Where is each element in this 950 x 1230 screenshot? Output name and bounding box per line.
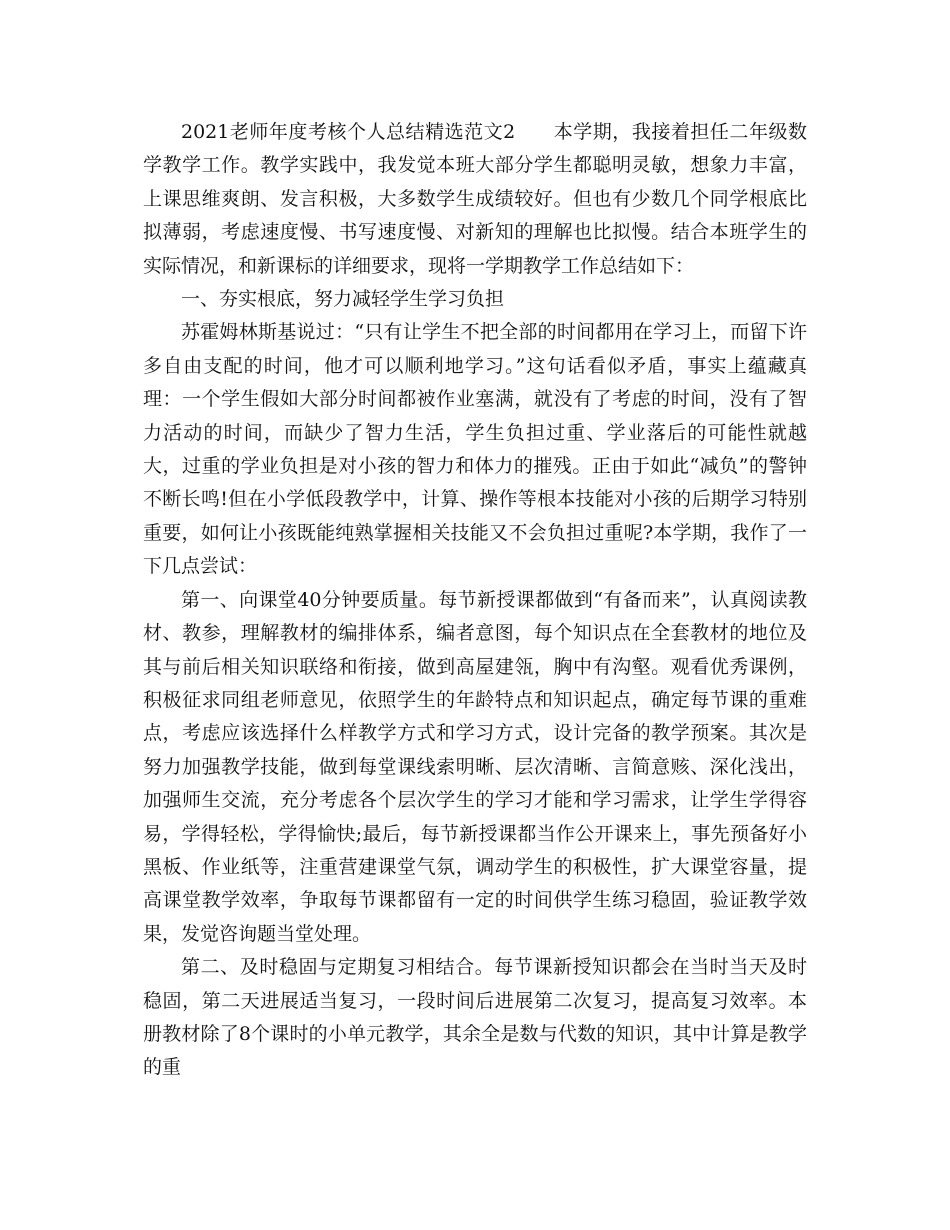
- document-title: 2021老师年度考核个人总结精选范文2: [181, 121, 516, 143]
- paragraph-5: 第二、及时稳固与定期复习相结合。每节课新授知识都会在当时当天及时稳固，第二天进展适当复习，一段时间后进展第二次复习，提高复习效率。本册教材除了8个课时的小单元教学，其余全是数与代数的知识，其中计算是教学的重: [143, 956, 807, 1079]
- paragraph-4: 第一、向课堂40分钟要质量。每节新授课都做到“有备而来”，认真阅读教材、教参，理解教材的编排体系，编者意图，每个知识点在全套教材的地位及其与前后相关知识联络和衔接，做到高屋建瓴，胸中有沟壑。观看优秀课例，积极征求同组老师意见，依照学生的年龄特点和知识起点，确定每节课的重难点，考虑应该选择什么样教学方式和学习方式，设计完备的教学预案。其次是努力加强教学技能，做到每堂课线索明晰、层次清晰、言简意赅、深化浅出，加强师生交流，充分考虑各个层次学生的学习才能和学习需求，让学生学得容易，学得轻松，学得愉快;最后，每节新授课都当作公开课来上，事先预备好小黑板、作业纸等，注重营建课堂气氛，调动学生的积极性，扩大课堂容量，提高课堂教学效率，争取每节课都留有一定的时间供学生练习稳固，验证教学效果，发觉咨询题当堂处理。: [143, 588, 807, 945]
- intro-paragraph: [143, 116, 807, 283]
- document-body: [143, 116, 807, 1085]
- section-heading-1: 一、夯实根底，努力减轻学生学习负担: [181, 288, 505, 311]
- paragraph-1: 本学期，我接着担任二年级数学教学工作。教学实践中，我发觉本班大部分学生都聪明灵敏，想象力丰富，上课思维爽朗、发言积极，大多数学生成绩较好。但也有少数几个同学根底比拟薄弱，考虑速度慢、书写速度慢、对新知的理解也比拟慢。结合本班学生的实际情况，和新课标的详细要求，现将一学期教学工作总结如下：: [143, 121, 807, 277]
- paragraph-3: 苏霍姆林斯基说过：“只有让学生不把全部的时间都用在学习上，而留下许多自由支配的时间，他才可以顺利地学习。”这句话看似矛盾，事实上蕴藏真理：一个学生假如大部分时间都被作业塞满，就没有了考虑的时间，没有了智力活动的时间，而缺少了智力生活，学生负担过重、学业落后的可能性就越大，过重的学业负担是对小孩的智力和体力的摧残。正由于如此“减负”的警钟不断长鸣!但在小学低段教学中，计算、操作等根本技能对小孩的后期学习特别重要，如何让小孩既能纯熟掌握相关技能又不会负担过重呢?本学期，我作了一下几点尝试：: [143, 321, 807, 578]
